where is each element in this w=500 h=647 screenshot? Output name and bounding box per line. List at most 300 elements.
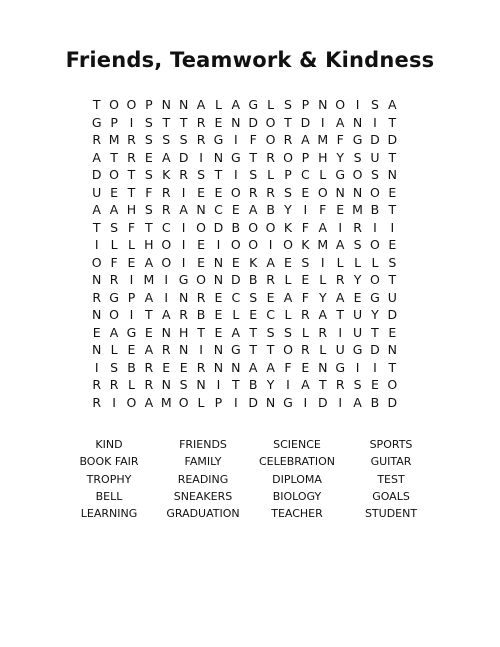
- grid-letter: E: [197, 254, 205, 270]
- grid-letter: T: [284, 114, 292, 130]
- grid-letter: F: [301, 219, 309, 235]
- grid-letter: L: [301, 324, 309, 340]
- grid-letter: Y: [336, 149, 344, 165]
- grid-letter: L: [284, 272, 292, 287]
- word-list-item: SCIENCE: [273, 438, 321, 451]
- grid-letter: R: [144, 359, 154, 375]
- grid-letter: E: [197, 184, 205, 200]
- grid-letter: L: [371, 254, 379, 270]
- grid-letter: O: [370, 184, 380, 200]
- word-list-item: READING: [177, 472, 229, 486]
- grid-letter: A: [318, 307, 328, 322]
- grid-letter: S: [284, 97, 292, 112]
- grid-letter: R: [179, 167, 188, 182]
- grid-letter: B: [127, 359, 136, 375]
- grid-letter: I: [164, 289, 169, 305]
- grid-letter: H: [178, 324, 189, 340]
- grid-letter: A: [109, 324, 119, 340]
- grid-letter: T: [249, 342, 258, 357]
- grid-letter: E: [284, 254, 292, 270]
- grid-letter: I: [373, 114, 377, 130]
- grid-letter: D: [387, 132, 398, 147]
- grid-letter: R: [109, 272, 119, 287]
- grid-letter: S: [284, 184, 292, 200]
- grid-letter: G: [178, 272, 189, 287]
- grid-letter: I: [181, 237, 186, 252]
- grid-letter: R: [161, 202, 171, 217]
- grid-letter: Y: [353, 272, 362, 287]
- grid-letter: S: [197, 167, 205, 182]
- grid-letter: O: [91, 254, 102, 270]
- word-list-item: KIND: [95, 438, 123, 451]
- grid-letter: O: [317, 184, 328, 200]
- grid-letter: U: [92, 184, 102, 200]
- grid-letter: L: [127, 377, 135, 392]
- grid-letter: D: [300, 114, 311, 130]
- grid-letter: O: [335, 97, 346, 112]
- grid-letter: T: [110, 149, 118, 165]
- grid-letter: T: [92, 219, 101, 235]
- grid-letter: N: [335, 184, 345, 200]
- grid-letter: S: [144, 202, 153, 217]
- grid-letter: M: [143, 272, 155, 287]
- grid-letter: E: [388, 184, 397, 200]
- grid-letter: S: [162, 132, 171, 147]
- grid-letter: O: [196, 219, 206, 235]
- grid-letter: K: [162, 167, 171, 182]
- grid-letter: I: [338, 394, 342, 410]
- grid-letter: E: [231, 254, 240, 270]
- word-list-item: TEACHER: [271, 507, 323, 521]
- grid-letter: R: [179, 307, 188, 322]
- grid-letter: O: [283, 237, 293, 252]
- grid-letter: M: [352, 202, 363, 217]
- grid-letter: R: [335, 377, 345, 392]
- grid-letter: N: [213, 254, 224, 270]
- grid-letter: F: [110, 254, 118, 270]
- grid-letter: N: [213, 359, 224, 375]
- grid-letter: E: [231, 202, 240, 217]
- grid-letter: O: [370, 237, 380, 252]
- grid-letter: I: [216, 237, 221, 252]
- grid-letter: I: [303, 394, 308, 410]
- word-list-item: GOALS: [372, 489, 410, 503]
- grid-letter: S: [301, 254, 310, 270]
- grid-letter: R: [196, 132, 206, 147]
- grid-letter: F: [127, 219, 136, 235]
- grid-letter: F: [249, 132, 257, 147]
- grid-letter: N: [318, 359, 328, 375]
- grid-letter: P: [110, 114, 118, 130]
- grid-letter: I: [355, 359, 360, 375]
- grid-letter: L: [354, 254, 362, 270]
- grid-letter: E: [92, 324, 101, 340]
- grid-letter: O: [248, 219, 259, 235]
- grid-letter: O: [109, 97, 119, 112]
- grid-letter: G: [335, 359, 345, 375]
- grid-letter: T: [232, 377, 240, 392]
- grid-letter: I: [216, 377, 221, 392]
- grid-letter: B: [266, 202, 275, 217]
- grid-letter: E: [266, 289, 275, 305]
- grid-letter: T: [388, 202, 397, 217]
- grid-letter: T: [388, 272, 397, 287]
- grid-letter: L: [336, 254, 344, 270]
- grid-letter: K: [283, 219, 293, 235]
- grid-letter: T: [336, 307, 344, 322]
- grid-letter: D: [91, 167, 102, 182]
- grid-letter: A: [144, 342, 154, 357]
- grid-letter: N: [213, 149, 224, 165]
- grid-letter: D: [248, 114, 259, 130]
- grid-letter: G: [230, 149, 241, 165]
- grid-letter: A: [196, 97, 206, 112]
- grid-letter: E: [214, 307, 223, 322]
- grid-letter: S: [110, 219, 119, 235]
- grid-letter: A: [161, 149, 171, 165]
- grid-letter: I: [233, 132, 238, 147]
- grid-letter: R: [144, 377, 154, 392]
- grid-letter: R: [161, 184, 171, 200]
- grid-letter: H: [144, 237, 154, 252]
- grid-letter: I: [129, 307, 134, 322]
- grid-letter: S: [249, 289, 258, 305]
- grid-letter: E: [179, 359, 188, 375]
- grid-letter: U: [352, 307, 363, 322]
- grid-letter: B: [196, 307, 206, 322]
- grid-letter: O: [283, 149, 293, 165]
- grid-letter: O: [352, 167, 363, 182]
- grid-letter: F: [301, 289, 309, 305]
- grid-letter: K: [301, 237, 310, 252]
- grid-letter: B: [248, 377, 258, 392]
- grid-letter: B: [231, 219, 241, 235]
- grid-letter: I: [303, 202, 308, 217]
- grid-letter: I: [164, 272, 169, 287]
- grid-letter: N: [178, 342, 189, 357]
- grid-letter: T: [388, 359, 397, 375]
- grid-letter: O: [178, 394, 189, 410]
- letter-grid: [88, 96, 401, 411]
- grid-letter: C: [214, 202, 223, 217]
- word-list-item: BELL: [95, 489, 123, 503]
- grid-letter: B: [370, 202, 380, 217]
- grid-letter: M: [108, 132, 120, 147]
- grid-letter: U: [387, 289, 397, 305]
- grid-letter: P: [301, 97, 310, 112]
- grid-letter: N: [231, 114, 241, 130]
- grid-letter: T: [318, 377, 327, 392]
- grid-letter: E: [214, 184, 223, 200]
- word-list-item: TROPHY: [86, 472, 132, 486]
- grid-letter: I: [390, 219, 395, 235]
- grid-letter: A: [353, 394, 362, 410]
- word-list-item: CELEBRATION: [259, 455, 335, 469]
- grid-letter: R: [248, 184, 258, 200]
- grid-letter: E: [388, 324, 397, 340]
- grid-letter: S: [353, 377, 362, 392]
- grid-letter: T: [145, 219, 153, 235]
- grid-letter: I: [181, 254, 186, 270]
- grid-letter: T: [127, 184, 136, 200]
- grid-letter: O: [265, 132, 276, 147]
- grid-letter: R: [109, 377, 119, 392]
- grid-letter: I: [355, 97, 360, 112]
- grid-letter: R: [266, 149, 275, 165]
- word-list-item: DIPLOMA: [272, 472, 322, 486]
- grid-letter: F: [336, 132, 344, 147]
- grid-letter: R: [161, 342, 171, 357]
- grid-letter: N: [352, 184, 363, 200]
- grid-letter: T: [371, 324, 379, 340]
- grid-letter: E: [353, 289, 362, 305]
- grid-letter: A: [92, 149, 101, 165]
- grid-letter: E: [301, 272, 310, 287]
- grid-letter: I: [286, 377, 290, 392]
- grid-letter: A: [161, 307, 171, 322]
- grid-letter: K: [249, 254, 258, 270]
- grid-letter: I: [373, 219, 377, 235]
- word-list-item: BIOLOGY: [272, 489, 322, 503]
- word-list-item: GUITAR: [370, 455, 412, 469]
- grid-letter: B: [370, 394, 380, 410]
- grid-letter: O: [196, 272, 206, 287]
- grid-letter: A: [179, 202, 188, 217]
- grid-letter: M: [160, 394, 172, 410]
- grid-letter: A: [301, 132, 310, 147]
- grid-letter: N: [387, 167, 398, 182]
- grid-letter: E: [370, 377, 379, 392]
- grid-letter: G: [352, 342, 363, 357]
- grid-letter: L: [284, 307, 292, 322]
- grid-letter: S: [144, 132, 153, 147]
- grid-letter: F: [319, 202, 327, 217]
- grid-letter: E: [162, 359, 171, 375]
- grid-letter: R: [196, 114, 206, 130]
- grid-letter: G: [370, 289, 380, 305]
- grid-letter: O: [109, 307, 119, 322]
- grid-letter: R: [92, 289, 102, 305]
- grid-letter: S: [144, 114, 153, 130]
- grid-letter: I: [233, 167, 238, 182]
- grid-letter: G: [352, 132, 363, 147]
- grid-letter: N: [178, 97, 189, 112]
- grid-letter: O: [283, 342, 293, 357]
- grid-letter: A: [109, 202, 119, 217]
- grid-letter: S: [179, 132, 188, 147]
- grid-letter: A: [335, 289, 345, 305]
- grid-letter: N: [213, 272, 224, 287]
- grid-letter: A: [318, 219, 328, 235]
- grid-letter: E: [110, 184, 119, 200]
- grid-letter: T: [249, 324, 258, 340]
- word-list-item: BOOK FAIR: [79, 455, 139, 469]
- grid-letter: F: [145, 184, 153, 200]
- grid-letter: D: [387, 394, 398, 410]
- grid-letter: T: [197, 324, 205, 340]
- grid-letter: G: [126, 324, 137, 340]
- grid-letter: C: [231, 289, 241, 305]
- grid-letter: L: [110, 342, 118, 357]
- grid-letter: E: [249, 307, 258, 322]
- grid-letter: I: [373, 359, 377, 375]
- grid-letter: N: [92, 272, 102, 287]
- grid-letter: C: [301, 167, 310, 182]
- grid-letter: F: [284, 359, 292, 375]
- grid-letter: R: [335, 272, 345, 287]
- grid-letter: L: [267, 167, 275, 182]
- grid-letter: N: [161, 377, 171, 392]
- grid-letter: T: [249, 149, 258, 165]
- grid-letter: H: [318, 149, 328, 165]
- grid-letter: A: [301, 377, 310, 392]
- grid-letter: E: [214, 289, 223, 305]
- grid-letter: S: [266, 324, 275, 340]
- grid-letter: R: [92, 377, 102, 392]
- grid-letter: G: [248, 97, 259, 112]
- grid-letter: D: [370, 342, 380, 357]
- grid-letter: Y: [371, 307, 379, 322]
- grid-letter: G: [109, 289, 119, 305]
- word-list-item: GRADUATION: [166, 507, 240, 521]
- grid-letter: T: [92, 97, 101, 112]
- grid-letter: I: [94, 237, 99, 252]
- grid-letter: E: [144, 149, 153, 165]
- grid-letter: A: [92, 202, 101, 217]
- grid-letter: N: [387, 342, 398, 357]
- grid-letter: U: [370, 149, 380, 165]
- grid-letter: L: [232, 307, 240, 322]
- grid-letter: N: [196, 377, 206, 392]
- grid-letter: N: [231, 359, 241, 375]
- grid-letter: E: [127, 254, 136, 270]
- grid-letter: T: [388, 149, 397, 165]
- grid-letter: O: [126, 394, 137, 410]
- grid-letter: A: [144, 394, 154, 410]
- grid-letter: I: [181, 219, 186, 235]
- grid-letter: T: [145, 307, 153, 322]
- grid-letter: D: [231, 272, 241, 287]
- grid-letter: I: [320, 254, 325, 270]
- grid-letter: D: [248, 394, 259, 410]
- grid-letter: S: [110, 359, 119, 375]
- grid-letter: L: [267, 97, 275, 112]
- grid-letter: E: [214, 114, 223, 130]
- grid-letter: L: [214, 97, 222, 112]
- grid-letter: H: [126, 202, 137, 217]
- grid-letter: A: [248, 359, 258, 375]
- grid-letter: L: [319, 272, 327, 287]
- grid-letter: A: [248, 202, 258, 217]
- grid-letter: R: [353, 219, 362, 235]
- grid-letter: A: [231, 324, 241, 340]
- grid-letter: U: [335, 342, 345, 357]
- grid-letter: A: [388, 97, 397, 112]
- grid-letter: S: [144, 167, 153, 182]
- grid-letter: N: [265, 394, 276, 410]
- grid-letter: I: [181, 184, 186, 200]
- grid-letter: N: [92, 307, 102, 322]
- grid-letter: S: [388, 254, 397, 270]
- grid-letter: I: [112, 394, 116, 410]
- grid-letter: I: [338, 324, 342, 340]
- grid-letter: O: [109, 167, 119, 182]
- grid-letter: P: [214, 394, 223, 410]
- grid-letter: N: [352, 114, 363, 130]
- grid-letter: D: [213, 219, 224, 235]
- grid-letter: G: [91, 114, 102, 130]
- grid-letter: S: [353, 149, 362, 165]
- grid-letter: G: [213, 132, 224, 147]
- grid-letter: E: [336, 202, 345, 217]
- grid-letter: E: [144, 324, 153, 340]
- grid-letter: I: [268, 237, 273, 252]
- grid-letter: I: [338, 219, 342, 235]
- grid-letter: L: [197, 394, 205, 410]
- grid-letter: R: [92, 132, 102, 147]
- grid-letter: T: [388, 114, 397, 130]
- grid-letter: E: [388, 237, 397, 252]
- grid-letter: Y: [266, 377, 275, 392]
- grid-letter: G: [335, 167, 345, 182]
- grid-letter: T: [127, 167, 136, 182]
- grid-letter: N: [318, 97, 328, 112]
- grid-letter: U: [352, 324, 363, 340]
- grid-letter: I: [199, 342, 203, 357]
- grid-letter: D: [317, 394, 328, 410]
- grid-letter: O: [230, 184, 241, 200]
- grid-letter: M: [317, 132, 329, 147]
- grid-letter: N: [213, 342, 224, 357]
- grid-letter: T: [179, 114, 188, 130]
- word-list-item: TEST: [377, 472, 405, 486]
- grid-letter: A: [231, 97, 241, 112]
- grid-letter: Y: [284, 202, 292, 217]
- grid-letter: A: [335, 114, 345, 130]
- grid-letter: A: [266, 359, 275, 375]
- word-list-item: FAMILY: [184, 455, 222, 469]
- grid-letter: B: [248, 272, 258, 287]
- grid-letter: I: [233, 394, 238, 410]
- grid-letter: O: [161, 237, 172, 252]
- grid-letter: D: [178, 149, 189, 165]
- grid-letter: T: [266, 342, 275, 357]
- grid-letter: L: [110, 237, 118, 252]
- word-list-item: FRIENDS: [179, 438, 227, 451]
- grid-letter: I: [320, 114, 325, 130]
- grid-letter: E: [214, 324, 223, 340]
- grid-letter: I: [94, 359, 99, 375]
- grid-letter: S: [353, 237, 362, 252]
- grid-letter: O: [230, 237, 241, 252]
- grid-letter: O: [387, 377, 398, 392]
- grid-letter: R: [196, 359, 206, 375]
- grid-letter: A: [283, 289, 293, 305]
- grid-letter: T: [162, 114, 171, 130]
- word-list-item: SPORTS: [369, 438, 413, 451]
- grid-letter: R: [301, 342, 310, 357]
- grid-letter: L: [319, 167, 327, 182]
- grid-letter: I: [129, 272, 134, 287]
- grid-letter: G: [283, 394, 293, 410]
- grid-letter: S: [249, 167, 258, 182]
- grid-letter: R: [196, 289, 206, 305]
- grid-letter: R: [266, 272, 275, 287]
- grid-letter: R: [92, 394, 102, 410]
- grid-letter: A: [144, 289, 154, 305]
- grid-letter: R: [318, 324, 328, 340]
- grid-letter: I: [129, 114, 134, 130]
